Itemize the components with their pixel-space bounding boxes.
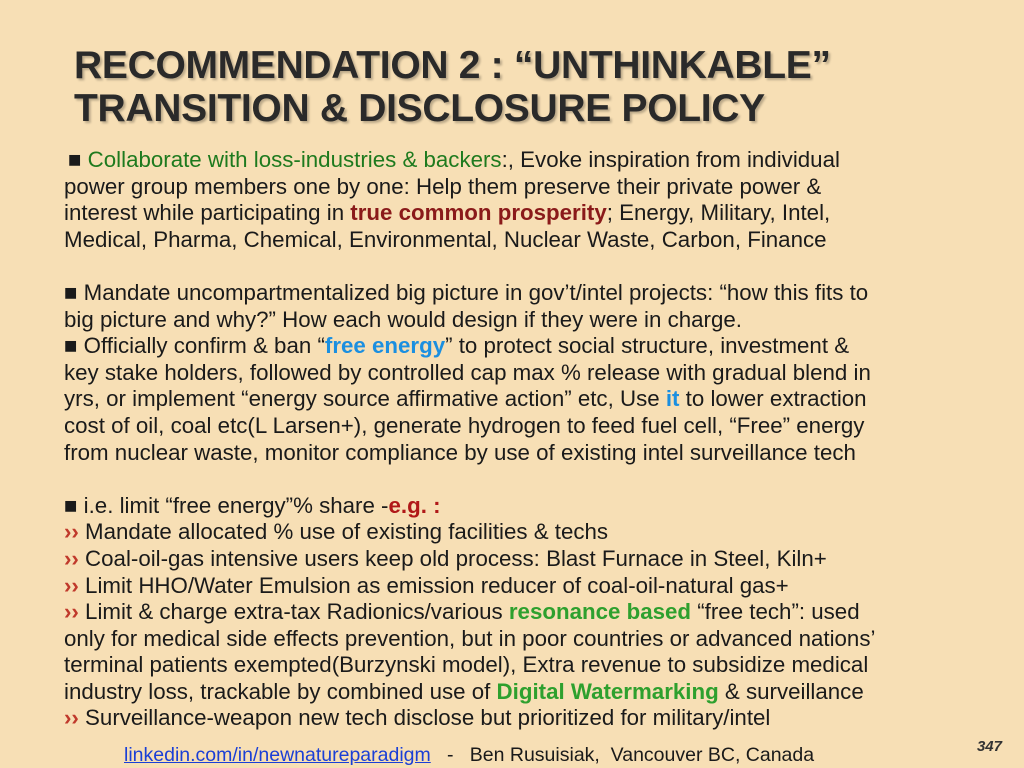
p4-text: ■ i.e. limit “free energy”% share - — [64, 492, 389, 518]
bullet: ■ — [68, 147, 88, 172]
list-item-4 — [64, 599, 994, 626]
p3-line-3 — [64, 386, 994, 413]
p3-line-4: cost of oil, coal etc(L Larsen+), generate hydrogen to feed fuel cell, “Free” energy — [64, 412, 865, 438]
list-item-text: Surveillance-weapon new tech disclose but prioritized for military/intel — [85, 705, 771, 731]
p1-line-4: Medical, Pharma, Chemical, Environmental, Nuclear Waste, Carbon, Finance — [64, 226, 827, 252]
spacer — [64, 466, 994, 493]
p1-text: :, Evoke inspiration from individual — [501, 147, 840, 172]
list-item-text: “free tech”: used — [691, 599, 860, 625]
list-item-4-line-4 — [64, 679, 994, 706]
list-item-text: Mandate allocated % use of existing facilities & techs — [85, 519, 609, 545]
resonance-based-highlight: resonance based — [508, 599, 692, 625]
footer — [124, 744, 814, 767]
list-item-4-line-3: terminal patients exempted(Burzynski model), Extra revenue to subsidize medical — [64, 652, 869, 678]
p4-line-1 — [64, 493, 994, 520]
p1-text: ; Energy, Military, Intel, — [606, 200, 831, 226]
chevron-right-icon: ›› — [64, 705, 86, 731]
true-common-prosperity: true common prosperity — [350, 200, 607, 226]
free-energy-highlight: free energy — [324, 333, 446, 359]
p3-text: ■ Officially confirm & ban “ — [64, 333, 325, 359]
list-item-4-line-2: only for medical side effects prevention, but in poor countries or advanced nations’ — [64, 625, 876, 651]
p3-text: ” to protect social structure, investment & — [445, 333, 850, 359]
p3-line-1 — [64, 333, 994, 360]
p1-line-3 — [64, 200, 994, 227]
p3-text: yrs, or implement “energy source affirmative action” etc, Use — [64, 386, 666, 412]
p1-line-1 — [64, 147, 994, 174]
chevron-right-icon: ›› — [64, 572, 86, 598]
it-highlight: it — [665, 386, 680, 412]
p1-text: interest while participating in — [64, 200, 351, 226]
title-line-2: TRANSITION & DISCLOSURE POLICY — [74, 87, 765, 130]
digital-watermarking-highlight: Digital Watermarking — [496, 678, 719, 704]
chevron-right-icon: ›› — [64, 545, 86, 571]
list-item-5 — [64, 705, 994, 732]
list-item-text: Limit HHO/Water Emulsion as emission reducer of coal-oil-natural gas+ — [85, 572, 789, 598]
p1-line-2: power group members one by one: Help them preserve their private power & — [64, 173, 822, 199]
list-item-2 — [64, 546, 994, 573]
list-item-text: Limit & charge extra-tax Radionics/various — [85, 599, 509, 625]
p3-line-2: key stake holders, followed by controlled cap max % release with gradual blend in — [64, 359, 871, 385]
chevron-right-icon: ›› — [64, 599, 86, 625]
list-item-text: & surveillance — [718, 678, 864, 704]
list-item-3 — [64, 573, 994, 600]
list-item-1 — [64, 519, 994, 546]
page-number: 347 — [976, 738, 1002, 755]
eg-highlight: e.g. : — [388, 492, 441, 518]
slide-body — [64, 147, 994, 732]
p3-text: to lower extraction — [679, 386, 867, 412]
spacer — [64, 253, 994, 280]
p2-line-2: big picture and why?” How each would design if they were in charge. — [64, 306, 742, 332]
chevron-right-icon: ›› — [64, 519, 86, 545]
list-item-text: industry loss, trackable by combined use of — [64, 678, 497, 704]
list-item-text: Coal-oil-gas intensive users keep old process: Blast Furnace in Steel, Kiln+ — [85, 545, 827, 571]
slide-title — [74, 44, 994, 130]
p3-line-5: from nuclear waste, monitor compliance by use of existing intel surveillance tech — [64, 439, 856, 465]
linkedin-link[interactable]: linkedin.com/in/newnatureparadigm — [124, 744, 431, 766]
collaborate-highlight: Collaborate with loss-industries & backers — [87, 147, 502, 172]
p2-line-1: ■ Mandate uncompartmentalized big picture in gov’t/intel projects: “how this fits to — [64, 279, 869, 305]
title-line-1: RECOMMENDATION 2 : “UNTHINKABLE” — [74, 44, 831, 87]
author-credit: - Ben Rusuisiak, Vancouver BC, Canada — [430, 744, 815, 766]
